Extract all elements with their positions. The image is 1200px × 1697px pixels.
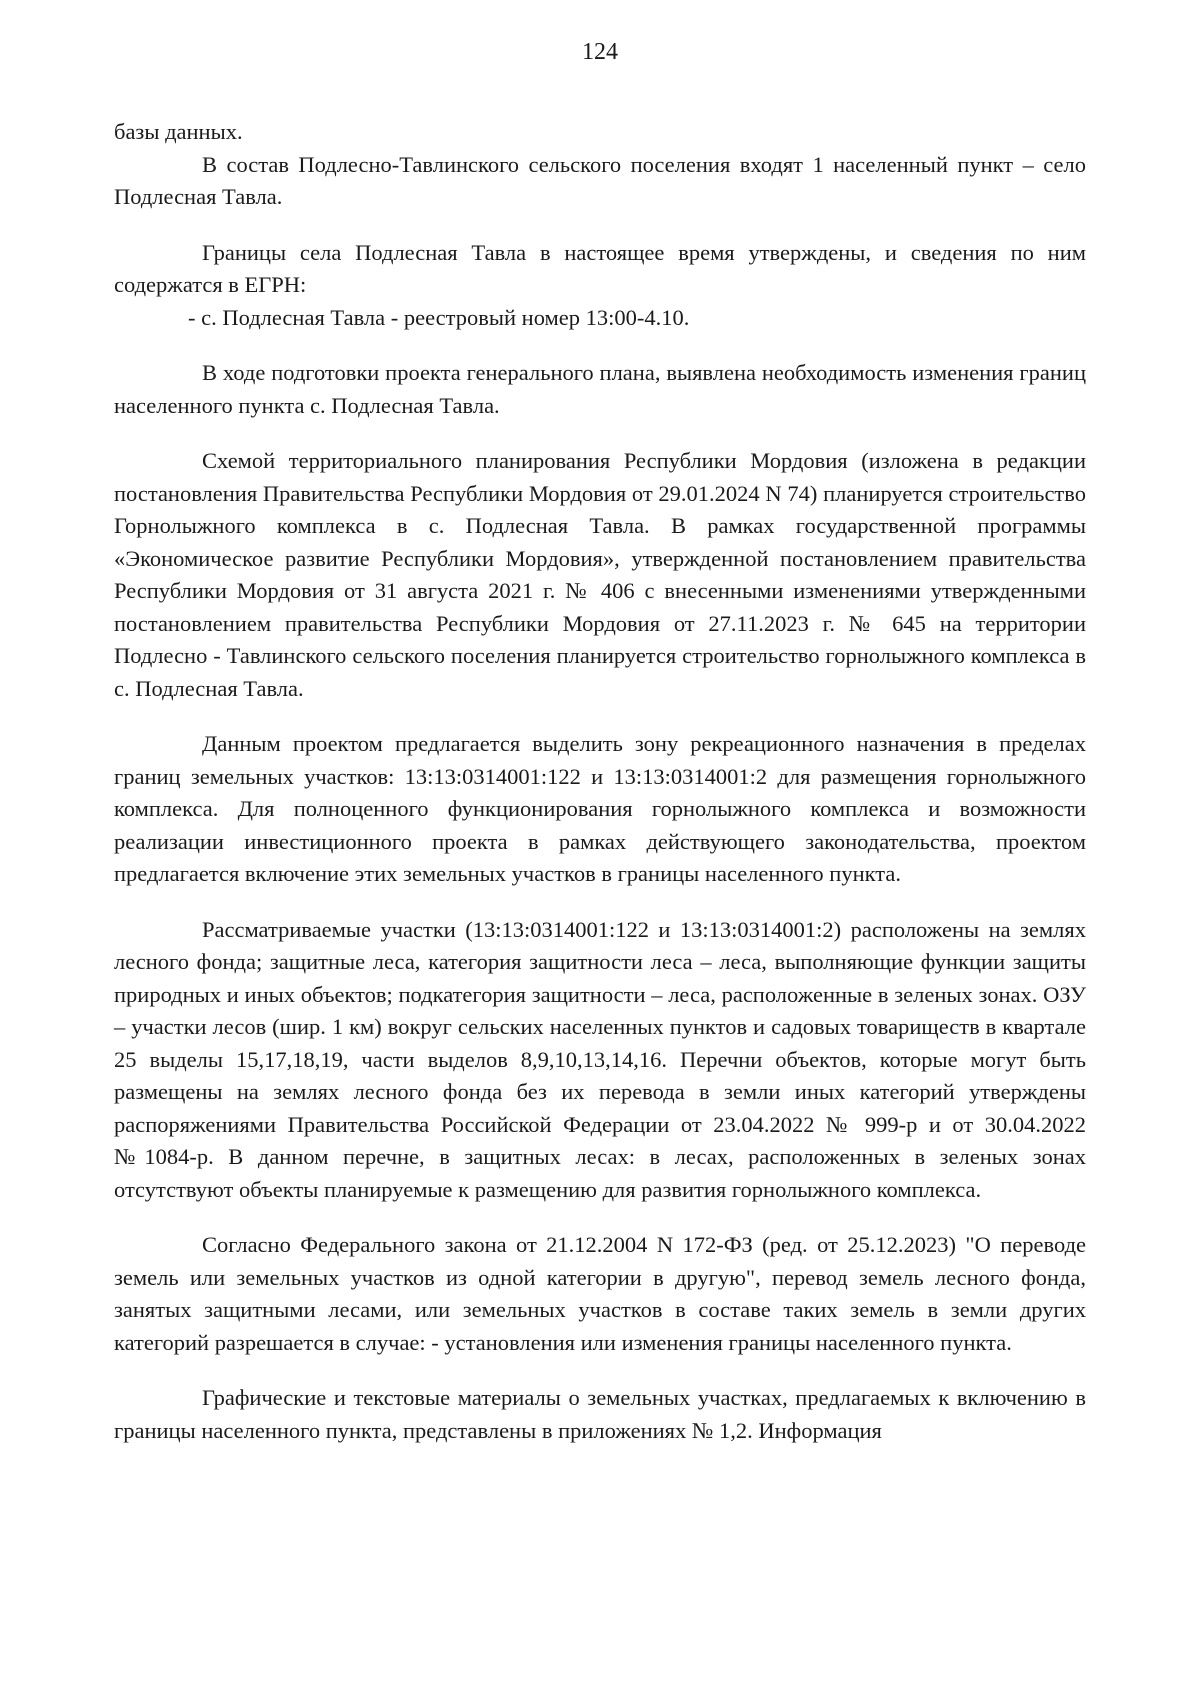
paragraph-forest-lands: Рассматриваемые участки (13:13:0314001:122 и 13:13:0314001:2) расположены на землях лесного фонда; защитные леса, категория защитности леса – леса, выполняющие функции защиты природных и иных объектов; подкатегория защитности – леса, расположенные в зеленых зонах. ОЗУ – участки лесов (шир. 1 км) вокруг сельских населенных пунктов и садовых товариществ в квартале 25 выделы 15,17,18,19, части выделов 8,9,10,13,14,16. Перечни объектов, которые могут быть размещены на землях лесного фонда без их перевода в земли иных категорий утверждены распоряжениями Правительства Российской Федерации от 23.04.2022 № 999-р и от 30.04.2022 №1084-р. В данном перечне, в защитных лесах: в лесах, расположенных в зеленых зонах отсутствуют объекты планируемые к размещению для развития горнолыжного комплекса. <box>114 916 1086 1202</box>
list-item-registry-number: - с. Подлесная Тавла - реестровый номер 13:00-4.10. <box>188 304 690 330</box>
paragraph-village-borders: Границы села Подлесная Тавла в настоящее время утверждены, и сведения по ним содержатся в ЕГРН: <box>114 239 1086 297</box>
paragraph-general-plan-need: В ходе подготовки проекта генерального плана, выявлена необходимость изменения границ населенного пункта с. Подлесная Тавла. <box>114 360 1086 418</box>
paragraph-federal-law: Согласно Федерального закона от 21.12.2004 N 172-ФЗ (ред. от 25.12.2023) "О переводе земель или земельных участков из одной категории в другую", перевод земель лесного фонда, занятых защитными лесами, или земельных участков в составе таких земель в земли других категорий разрешается в случае: - установления или изменения границы населенного пункта. <box>114 1232 1086 1355</box>
paragraph-appendices: Графические и текстовые материалы о земельных участках, предлагаемых к включению в границы населенного пункта, представлены в приложениях № 1,2. Информация <box>114 1385 1086 1443</box>
paragraph-recreation-zone: Данным проектом предлагается выделить зону рекреационного назначения в пределах границ земельных участков: 13:13:0314001:122 и 13:13:0314001:2 для размещения горнолыжного комплекса. Для полноценного функционирования горнолыжного комплекса и возможности реализации инвестиционного проекта в рамках действующего законодательства, проектом предлагается включение этих земельных участков в границы населенного пункта. <box>114 731 1086 886</box>
page-number: 124 <box>582 39 618 65</box>
document-body <box>114 116 1086 1447</box>
paragraph-continuation: базы данных. <box>114 119 243 144</box>
paragraph-territorial-scheme: Схемой территориального планирования Республики Мордовия (изложена в редакции постановления Правительства Республики Мордовия от 29.01.2024 N 74) планируется строительство Горнолыжного комплекса в с. Подлесная Тавла. В рамках государственной программы «Экономическое развитие Республики Мордовия», утвержденной постановлением правительства Республики Мордовия от 31 августа 2021 г. № 406 с внесенными изменениями утвержденными постановлением правительства Республики Мордовия от 27.11.2023 г. № 645 на территории Подлесно - Тавлинского сельского поселения планируется строительство горнолыжного комплекса в с. Подлесная Тавла. <box>114 448 1086 701</box>
paragraph-settlement-composition: В состав Подлесно-Тавлинского сельского поселения входят 1 населенный пункт – село Подлесная Тавла. <box>114 151 1086 209</box>
